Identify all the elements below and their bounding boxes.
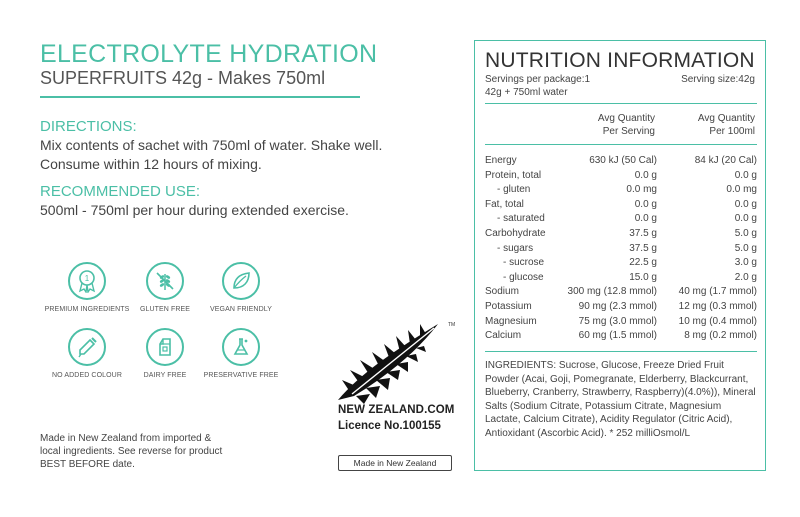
recommended-heading: RECOMMENDED USE: bbox=[40, 183, 201, 200]
nutrition-row bbox=[485, 286, 757, 301]
nutrition-row bbox=[485, 228, 757, 243]
nutrition-row bbox=[485, 184, 757, 199]
serving-note: 42g + 750ml water bbox=[485, 87, 568, 98]
directions-heading: DIRECTIONS: bbox=[40, 118, 137, 135]
nutrient-name: Sodium bbox=[485, 286, 519, 298]
flask-icon bbox=[222, 328, 260, 366]
milk-carton-icon bbox=[146, 328, 184, 366]
nutrition-row bbox=[485, 199, 757, 214]
nutrition-row bbox=[485, 257, 757, 272]
nutrient-name: - glucose bbox=[503, 271, 544, 283]
nutrient-name: Carbohydrate bbox=[485, 228, 546, 239]
nutrition-divider-bottom bbox=[485, 351, 757, 352]
nutrition-row bbox=[485, 301, 757, 316]
silver-fern-logo bbox=[330, 316, 460, 404]
badge-label: PREMIUM INGREDIENTS bbox=[44, 306, 130, 313]
badge-premium-ingredients bbox=[42, 262, 132, 313]
badge-preservative-free bbox=[196, 328, 286, 379]
column-header-line: Per Serving bbox=[602, 126, 655, 137]
per-serving-value: 15.0 g bbox=[629, 271, 657, 283]
product-subtitle: SUPERFRUITS 42g - Makes 750ml bbox=[40, 68, 326, 88]
per-100ml-value: 0.0 g bbox=[734, 213, 757, 225]
nz-licence-label: Licence No.100155 bbox=[338, 420, 441, 432]
per-serving-value: 0.0 g bbox=[634, 198, 657, 210]
nutrient-name: Protein, total bbox=[485, 169, 542, 181]
servings-per-package: Servings per package:1 bbox=[485, 74, 591, 85]
nutrition-row bbox=[485, 170, 757, 185]
per-100ml-value: 12 mg (0.3 mmol) bbox=[678, 301, 757, 312]
title-divider bbox=[40, 96, 360, 98]
nutrition-row bbox=[485, 316, 757, 331]
per-serving-value: 37.5 g bbox=[629, 228, 657, 239]
product-title: ELECTROLYTE HYDRATION bbox=[40, 40, 378, 68]
badge-label: PRESERVATIVE FREE bbox=[203, 372, 279, 379]
badge-label: NO ADDED COLOUR bbox=[52, 372, 122, 379]
award-ribbon-icon bbox=[68, 262, 106, 300]
nutrition-divider-top bbox=[485, 103, 757, 104]
badge-no-added-colour bbox=[42, 328, 132, 379]
leaf-icon bbox=[222, 262, 260, 300]
column-header-per-100ml bbox=[698, 112, 755, 138]
nutrition-row bbox=[485, 155, 757, 170]
per-100ml-value: 0.0 g bbox=[734, 169, 757, 181]
origin-note-line-1: Made in New Zealand from imported & bbox=[40, 433, 212, 444]
serving-size: Serving size:42g bbox=[681, 74, 755, 85]
ingredients-text: INGREDIENTS: Sucrose, Glucose, Freeze Dried Fruit Powder (Acai, Goji, Pomegranate, Elderberry, Blackcurrant, Blueberry, Cranberry, Strawberry, Raspberry)(4.0%)), Mineral Salts (Sodium Citrate, Potassium Citrate, Magnesium Lactate, Calcium Citrate), Acidity Regulator (Citric Acid), Antioxidant (Ascorbic Acid). * 252 milliOsmol/L bbox=[485, 360, 756, 439]
trademark-symbol: TM bbox=[448, 322, 456, 328]
nutrient-name: Magnesium bbox=[485, 315, 537, 327]
column-header-per-serving bbox=[598, 112, 655, 138]
per-100ml-value: 0.0 g bbox=[734, 198, 757, 210]
nutrient-name: - saturated bbox=[497, 213, 545, 225]
origin-note bbox=[40, 432, 222, 471]
svg-text:1: 1 bbox=[84, 274, 90, 283]
per-100ml-value: 3.0 g bbox=[734, 257, 757, 269]
nutrition-panel bbox=[474, 40, 766, 471]
badge-vegan-friendly bbox=[196, 262, 286, 313]
column-header-line: Avg Quantity bbox=[697, 113, 755, 124]
per-100ml-value: 8 mg (0.2 mmol) bbox=[684, 330, 757, 342]
per-100ml-value: 5.0 g bbox=[734, 228, 757, 239]
nutrition-row bbox=[485, 272, 757, 287]
recommended-text: 500ml - 750ml per hour during extended exercise. bbox=[40, 202, 349, 218]
nutrient-name: Fat, total bbox=[485, 198, 524, 210]
per-serving-value: 22.5 g bbox=[629, 257, 657, 269]
per-serving-value: 37.5 g bbox=[629, 242, 657, 254]
per-serving-value: 0.0 g bbox=[634, 169, 657, 181]
per-100ml-value: 0.0 mg bbox=[726, 184, 757, 196]
nutrition-row bbox=[485, 243, 757, 258]
badge-label: GLUTEN FREE bbox=[139, 306, 191, 313]
per-serving-value: 0.0 g bbox=[634, 213, 657, 225]
column-header-line: Per 100ml bbox=[709, 126, 755, 137]
per-serving-value: 90 mg (2.3 mmol) bbox=[578, 301, 657, 312]
nutrient-name: Calcium bbox=[485, 330, 522, 342]
nutrient-name: Energy bbox=[485, 155, 517, 166]
per-serving-value: 300 mg (12.8 mmol) bbox=[567, 286, 657, 298]
per-serving-value: 0.0 mg bbox=[626, 184, 657, 196]
directions-line-2: Consume within 12 hours of mixing. bbox=[40, 156, 262, 172]
per-100ml-value: 10 mg (0.4 mmol) bbox=[678, 315, 757, 327]
per-100ml-value: 40 mg (1.7 mmol) bbox=[678, 286, 757, 298]
dropper-icon bbox=[68, 328, 106, 366]
nz-website-label: NEW ZEALAND.COM bbox=[338, 404, 455, 416]
nutrient-name: Potassium bbox=[485, 301, 532, 312]
per-100ml-value: 5.0 g bbox=[734, 242, 757, 254]
column-header-line: Avg Quantity bbox=[597, 113, 655, 124]
per-serving-value: 60 mg (1.5 mmol) bbox=[578, 330, 657, 342]
directions-text bbox=[40, 136, 382, 174]
wheat-crossed-icon bbox=[146, 262, 184, 300]
directions-line-1: Mix contents of sachet with 750ml of water. Shake well. bbox=[40, 137, 383, 153]
origin-note-line-3: BEST BEFORE date. bbox=[40, 459, 135, 470]
nutrient-name: - gluten bbox=[497, 184, 531, 196]
nutrition-row bbox=[485, 213, 757, 228]
nutrition-row bbox=[485, 330, 757, 345]
origin-note-line-2: local ingredients. See reverse for product bbox=[40, 446, 223, 457]
nutrient-name: - sugars bbox=[497, 242, 534, 254]
per-100ml-value: 84 kJ (20 Cal) bbox=[694, 155, 757, 166]
nutrition-divider-header bbox=[485, 144, 757, 145]
nutrient-name: - sucrose bbox=[503, 257, 545, 269]
badge-label: VEGAN FRIENDLY bbox=[210, 306, 272, 313]
per-serving-value: 630 kJ (50 Cal) bbox=[589, 155, 657, 166]
per-100ml-value: 2.0 g bbox=[734, 271, 757, 283]
badge-label: DAIRY FREE bbox=[143, 372, 187, 379]
per-serving-value: 75 mg (3.0 mmol) bbox=[578, 315, 657, 327]
made-in-nz-box: Made in New Zealand bbox=[338, 455, 452, 471]
nutrition-title: NUTRITION INFORMATION bbox=[485, 49, 755, 72]
